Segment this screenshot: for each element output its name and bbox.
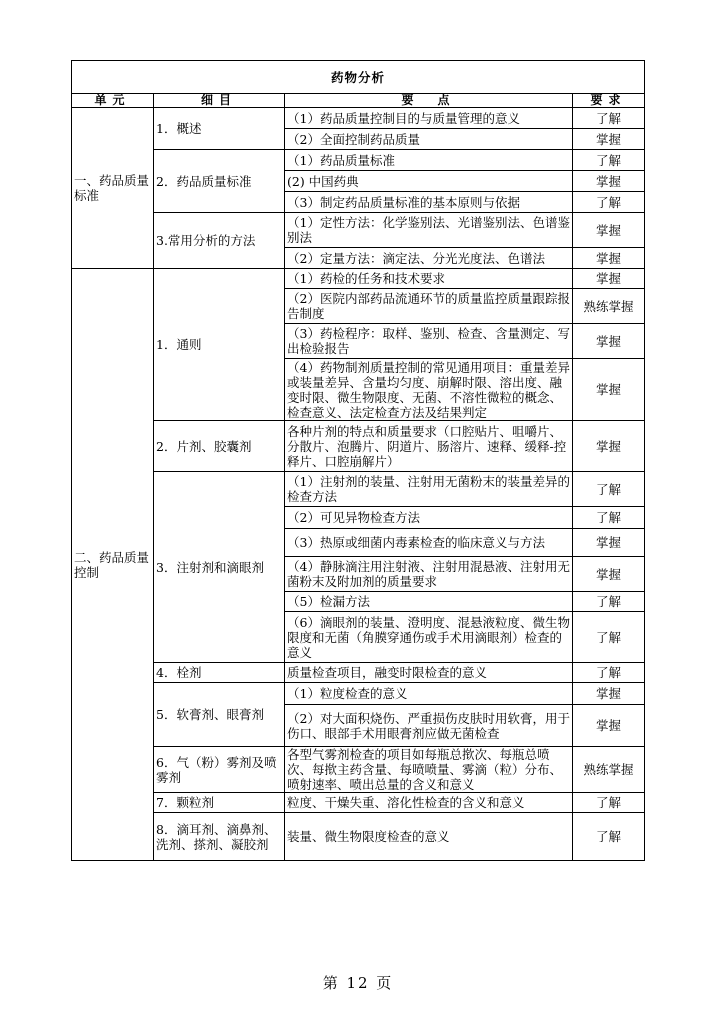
level-cell: 熟练掌握 bbox=[573, 289, 645, 324]
level-cell: 了解 bbox=[573, 813, 645, 861]
title-row bbox=[72, 61, 645, 94]
level-cell: 了解 bbox=[573, 108, 645, 129]
level-cell: 了解 bbox=[573, 793, 645, 813]
point-cell: （4）药物制剂质量控制的常见通用项目：重量差异或装量差异、含量均匀度、崩解时限、溶出度、融变时限、微生物限度、无菌、不溶性微粒的概念、检查意义、法定检查方法及结果判定 bbox=[285, 359, 573, 421]
point-cell: （2）可见异物检查方法 bbox=[285, 507, 573, 529]
table-row bbox=[72, 472, 645, 507]
point-cell: （1）粒度检查的意义 bbox=[285, 683, 573, 705]
point-cell: 各型气雾剂检查的项目如每瓶总揿次、每瓶总喷次、每揿主药含量、每喷喷量、雾滴（粒）分布、喷射速率、喷出总量的含义和意义 bbox=[285, 747, 573, 793]
point-cell: (2) 中国药典 bbox=[285, 171, 573, 192]
table-row bbox=[72, 683, 645, 705]
detail-cell: 7．颗粒剂 bbox=[154, 793, 285, 813]
detail-cell: 1．概述 bbox=[154, 108, 285, 150]
table-row bbox=[72, 747, 645, 793]
point-cell: （2）全面控制药品质量 bbox=[285, 129, 573, 150]
header-unit: 单元 bbox=[72, 94, 154, 108]
page-title: 药物分析 bbox=[72, 61, 645, 94]
header-level: 要求 bbox=[573, 94, 645, 108]
unit-cell: 二、药品质量控制 bbox=[72, 269, 154, 861]
table-row bbox=[72, 793, 645, 813]
level-cell: 掌握 bbox=[573, 269, 645, 289]
point-cell: 粒度、干燥失重、溶化性检查的含义和意义 bbox=[285, 793, 573, 813]
table-row bbox=[72, 421, 645, 472]
table-row bbox=[72, 213, 645, 248]
unit-cell: 一、药品质量标准 bbox=[72, 108, 154, 269]
point-cell: （2）定量方法：滴定法、分光光度法、色谱法 bbox=[285, 248, 573, 269]
detail-cell: 2．药品质量标准 bbox=[154, 150, 285, 213]
table-row bbox=[72, 108, 645, 129]
detail-cell: 3.常用分析的方法 bbox=[154, 213, 285, 269]
level-cell: 了解 bbox=[573, 150, 645, 171]
point-cell: （5）检漏方法 bbox=[285, 592, 573, 612]
header-points: 要 点 bbox=[285, 94, 573, 108]
point-cell: （3）热原或细菌内毒素检查的临床意义与方法 bbox=[285, 529, 573, 557]
detail-cell: 6．气（粉）雾剂及喷雾剂 bbox=[154, 747, 285, 793]
level-cell: 了解 bbox=[573, 612, 645, 663]
detail-cell: 3．注射剂和滴眼剂 bbox=[154, 472, 285, 663]
detail-cell: 1．通则 bbox=[154, 269, 285, 421]
detail-cell: 8．滴耳剂、滴鼻剂、洗剂、搽剂、凝胶剂 bbox=[154, 813, 285, 861]
point-cell: （1）药检的任务和技术要求 bbox=[285, 269, 573, 289]
point-cell: （3）药检程序：取样、鉴别、检查、含量测定、写出检验报告 bbox=[285, 324, 573, 359]
level-cell: 掌握 bbox=[573, 683, 645, 705]
level-cell: 掌握 bbox=[573, 171, 645, 192]
level-cell: 掌握 bbox=[573, 421, 645, 472]
point-cell: （2）医院内部药品流通环节的质量监控质量跟踪报告制度 bbox=[285, 289, 573, 324]
header-detail: 细目 bbox=[154, 94, 285, 108]
point-cell: （4）静脉滴注用注射液、注射用混悬液、注射用无菌粉末及附加剂的质量要求 bbox=[285, 557, 573, 592]
level-cell: 了解 bbox=[573, 472, 645, 507]
detail-cell: 4．栓剂 bbox=[154, 663, 285, 683]
level-cell: 掌握 bbox=[573, 557, 645, 592]
level-cell: 掌握 bbox=[573, 359, 645, 421]
level-cell: 掌握 bbox=[573, 705, 645, 747]
table-row bbox=[72, 150, 645, 171]
table-row bbox=[72, 813, 645, 861]
level-cell: 掌握 bbox=[573, 529, 645, 557]
level-cell: 了解 bbox=[573, 663, 645, 683]
point-cell: （3）制定药品质量标准的基本原则与依据 bbox=[285, 192, 573, 213]
page-footer: 第 12 页 bbox=[322, 974, 394, 992]
level-cell: 掌握 bbox=[573, 129, 645, 150]
level-cell: 掌握 bbox=[573, 248, 645, 269]
point-cell: 装量、微生物限度检查的意义 bbox=[285, 813, 573, 861]
syllabus-table bbox=[71, 60, 645, 861]
level-cell: 了解 bbox=[573, 592, 645, 612]
header-row bbox=[72, 94, 645, 108]
point-cell: （2）对大面积烧伤、严重损伤皮肤时用软膏，用于伤口、眼部手术用眼膏剂应做无菌检查 bbox=[285, 705, 573, 747]
table-row bbox=[72, 269, 645, 289]
level-cell: 熟练掌握 bbox=[573, 747, 645, 793]
level-cell: 了解 bbox=[573, 507, 645, 529]
point-cell: （1）定性方法：化学鉴别法、光谱鉴别法、色谱鉴别法 bbox=[285, 213, 573, 248]
level-cell: 掌握 bbox=[573, 324, 645, 359]
point-cell: 质量检查项目，融变时限检查的意义 bbox=[285, 663, 573, 683]
level-cell: 了解 bbox=[573, 192, 645, 213]
point-cell: （1）药品质量控制目的与质量管理的意义 bbox=[285, 108, 573, 129]
detail-cell: 2．片剂、胶囊剂 bbox=[154, 421, 285, 472]
point-cell: （6）滴眼剂的装量、澄明度、混悬液粒度、微生物限度和无菌（角膜穿通伤或手术用滴眼剂）检查的意义 bbox=[285, 612, 573, 663]
point-cell: （1）药品质量标准 bbox=[285, 150, 573, 171]
table-row bbox=[72, 663, 645, 683]
point-cell: 各种片剂的特点和质量要求（口腔贴片、咀嚼片、分散片、泡腾片、阴道片、肠溶片、速释、缓释-控释片、口腔崩解片） bbox=[285, 421, 573, 472]
point-cell: （1）注射剂的装量、注射用无菌粉末的装量差异的检查方法 bbox=[285, 472, 573, 507]
detail-cell: 5．软膏剂、眼膏剂 bbox=[154, 683, 285, 747]
level-cell: 掌握 bbox=[573, 213, 645, 248]
